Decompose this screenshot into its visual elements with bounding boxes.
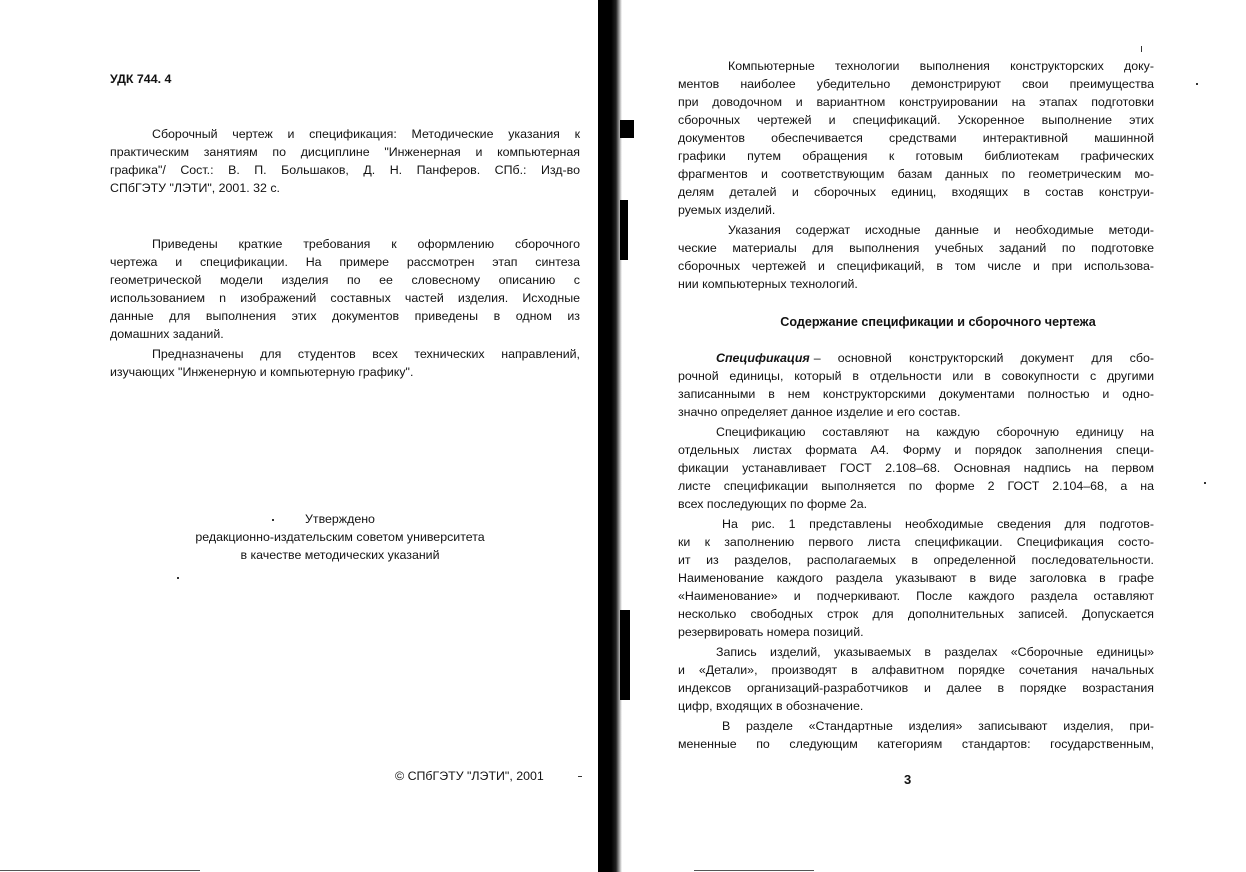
text-line: сборочных чертежей и спецификаций, в том числе и при использова- [678,259,1154,273]
text-line: всех последующих по форме 2а. [678,497,868,511]
text-line: «Наименование» и подчеркивают. После каждого раздела оставляют [678,589,1154,603]
text-line: мененные по следующим категориям стандартов: государственным, [678,737,1154,751]
term-definition: – основной конструкторский документ для сбо- [813,351,1154,365]
approval-line: Утверждено [305,512,375,526]
scan-speck [1141,46,1142,52]
scan-speck [1204,482,1206,484]
text-line: и «Детали», производят в алфавитном порядке сочетания начальных [678,663,1154,677]
text-line: домашних заданий. [110,327,224,341]
text-line: данные для выполнения этих документов приведены в одном из [110,309,580,323]
text-line: ит из разделов, располагаемых в определенной последовательности. [678,553,1154,567]
text-line: Сборочный чертеж и спецификация: Методические указания к [152,127,580,141]
text-line: руемых изделий. [678,203,776,217]
copyright: © СПбГЭТУ "ЛЭТИ", 2001 [395,769,544,783]
gutter-shadow [620,200,628,260]
text-line: ментов наиболее убедительно демонстрируют свои преимущества [678,77,1154,91]
scan-speck [1196,83,1198,85]
text-line: фрагментов и соответствующим базам данных по геометрическим мо- [678,167,1154,181]
text-line: изучающих "Инженерную и компьютерную графику". [110,365,414,379]
text-line: На рис. 1 представлены необходимые сведения для подготов- [722,517,1154,531]
gutter-shadow [620,610,630,700]
text-line: записанными в нем конструкторскими документами полностью и одно- [678,387,1154,401]
right-page [634,0,1246,872]
text-line: листе спецификации выполняется по форме 2 ГОСТ 2.104–68, а на [678,479,1154,493]
text-line: практическим занятиям по дисциплине "Инженерная и компьютерная [110,145,580,159]
text-line [716,349,1154,367]
gutter-shadow [620,120,634,138]
term-specification: Спецификация [716,351,810,365]
scan-edge [694,870,814,871]
text-line: Предназначены для студентов всех технических направлений, [152,347,580,361]
book-gutter [598,0,622,872]
text-line: чертежа и спецификации. На примере рассмотрен этап синтеза [110,255,580,269]
text-line: индексов организаций-разработчиков и далее в порядке возрастания [678,681,1154,695]
text-line: Компьютерные технологии выполнения конструкторских доку- [728,59,1154,73]
text-line: графика"/ Сост.: В. П. Большаков, Д. Н. Панферов. СПб.: Изд-во [110,163,580,177]
text-line: ки к заполнению первого листа спецификации. Спецификация состо- [678,535,1154,549]
scan-speck [578,776,582,777]
left-page [0,0,598,872]
text-line: графики путем обращения к готовым библиотекам графических [678,149,1154,163]
text-line: использованием n изображений составных частей изделия. Исходные [110,291,580,305]
text-line: В разделе «Стандартные изделия» записывают изделия, при- [722,719,1154,733]
text-line: Наименование каждого раздела указывают в виде заголовка в графе [678,571,1154,585]
page-number: 3 [904,772,912,787]
scan-speck [272,519,274,521]
text-line: значно определяет данное изделие и его состав. [678,405,961,419]
text-line: Спецификацию составляют на каждую сборочную единицу на [716,425,1154,439]
text-line: нии компьютерных технологий. [678,277,858,291]
text-line: геометрической модели изделия по ее словесному описанию с [110,273,580,287]
text-line: ческие материалы для выполнения учебных заданий по подготовке [678,241,1154,255]
text-line: фикации устанавливает ГОСТ 2.108–68. Основная надпись на первом [678,461,1154,475]
text-line: Указания содержат исходные данные и необходимые методи- [728,223,1154,237]
text-line: несколько свободных строк для дополнительных записей. Допускается [678,607,1154,621]
scan-speck [177,577,179,579]
udk-code: УДК 744. 4 [110,72,172,86]
text-line: резервировать номера позиций. [678,625,864,639]
text-line: документов обеспечивается средствами интерактивной машинной [678,131,1154,145]
text-line: Приведены краткие требования к оформлению сборочного [152,237,580,251]
text-line: отдельных листах формата А4. Форму и порядок заполнения специ- [678,443,1154,457]
text-line: Запись изделий, указываемых в разделах «Сборочные единицы» [716,645,1154,659]
section-heading: Содержание спецификации и сборочного чертежа [780,315,1096,329]
text-line: делям деталей и сборочных единиц, входящих в состав конструи- [678,185,1154,199]
approval-line: в качестве методических указаний [240,548,440,562]
approval-line: редакционно-издательским советом университета [195,530,485,544]
text-line: рочной единицы, который в отдельности или в совокупности с другими [678,369,1154,383]
scan-edge [0,870,200,871]
text-line: СПбГЭТУ "ЛЭТИ", 2001. 32 с. [110,181,280,195]
text-line: при доводочном и вариантном конструировании на этапах подготовки [678,95,1154,109]
text-line: цифр, входящих в обозначение. [678,699,864,713]
text-line: сборочных чертежей и спецификаций. Ускоренное выполнение этих [678,113,1154,127]
